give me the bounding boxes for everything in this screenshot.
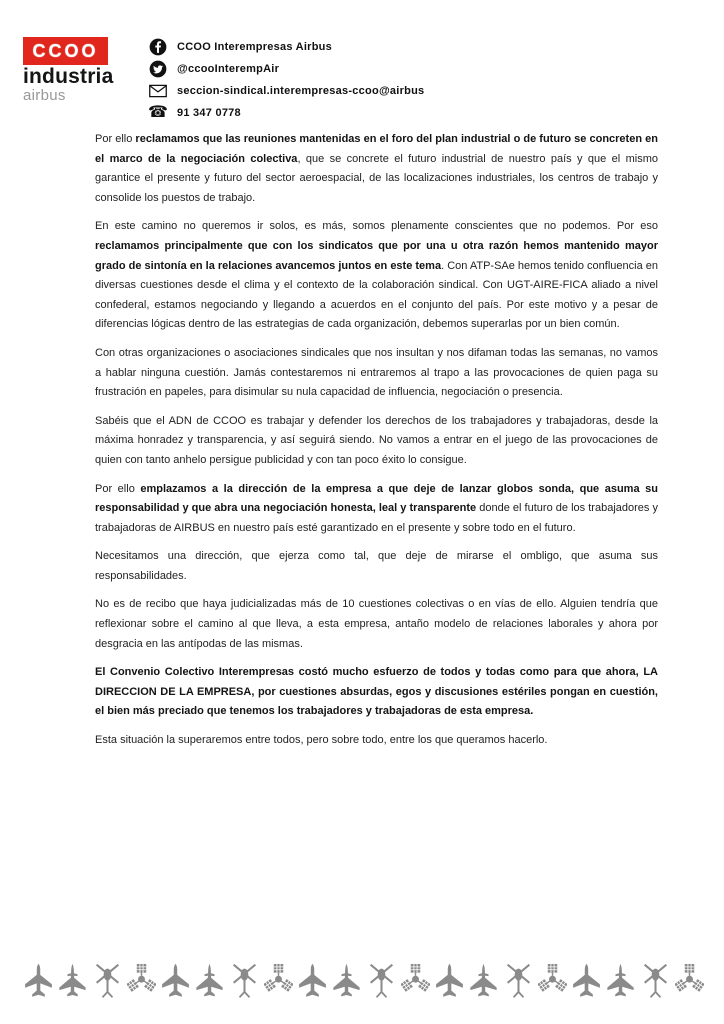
paragraph: Por ello reclamamos que las reuniones mantenidas en el foro del plan industrial o de futuro se concreten en el marco de la negociación colectiva, que se concrete el futuro industrial de nuestro país y que el mismo garantice el presente y futuro del sector aeroespacial, de las localizaciones industriales, los centros de trabajo y consolide los puestos de trabajo. bbox=[95, 133, 658, 204]
airliner-icon bbox=[572, 962, 601, 1000]
ccoo-logo bbox=[23, 37, 133, 104]
contact-label-email: seccion-sindical.interempresas-ccoo@airbus bbox=[177, 85, 425, 97]
contact-list bbox=[149, 38, 424, 126]
fighter-jet-icon bbox=[332, 962, 361, 1000]
paragraph: Sabéis que el ADN de CCOO es trabajar y defender los derechos de los trabajadores y trabajadoras, desde la máxima honradez y transparencia, y así seguirá siendo. No vamos a entrar en el juego de las provocaciones de quien con tanto anhelo persigue publicidad y con tan poco éxito lo consigue. bbox=[95, 414, 658, 466]
email-icon bbox=[149, 82, 167, 100]
logo-airbus-label: airbus bbox=[23, 87, 66, 105]
phone-icon: ☎ bbox=[148, 104, 168, 121]
contact-label-facebook: CCOO Interempresas Airbus bbox=[177, 41, 332, 53]
paragraph: Necesitamos una dirección, que ejerza como tal, que deje de mirarse el ombligo, que asuma sus responsabilidades. bbox=[95, 550, 658, 582]
fighter-jet-icon bbox=[58, 962, 87, 1000]
satellite-icon bbox=[675, 962, 704, 1000]
contact-row-email bbox=[149, 82, 424, 100]
helicopter-icon bbox=[93, 962, 122, 1000]
paragraph: No es de recibo que haya judicializadas más de 10 cuestiones colectivas o en vías de ello. Alguien tendría que reflexionar sobre el camino al que lleva, a esta empresa, antaño modelo de relaciones laborales y ahora por desgracia en las antípodas de las mismas. bbox=[95, 598, 658, 650]
contact-row-facebook bbox=[149, 38, 424, 56]
helicopter-icon bbox=[367, 962, 396, 1000]
contact-label-twitter: @ccooInterempAir bbox=[177, 63, 280, 75]
facebook-icon bbox=[149, 38, 167, 56]
airliner-icon bbox=[435, 962, 464, 1000]
fighter-jet-icon bbox=[195, 962, 224, 1000]
contact-label-phone: 91 347 0778 bbox=[177, 107, 241, 119]
helicopter-icon bbox=[230, 962, 259, 1000]
ccoo-logo-box: CCOO bbox=[23, 37, 108, 65]
paragraph: El Convenio Colectivo Interempresas costó mucho esfuerzo de todos y todas como para que ahora, LA DIRECCION DE LA EMPRESA, por cuestiones absurdas, egos y discusiones estériles pongan en cuestión, el bien más preciado que tenemos los trabajadores y trabajadoras de esta empresa. bbox=[95, 666, 658, 718]
twitter-icon bbox=[149, 60, 167, 78]
paragraph: Con otras organizaciones o asociaciones sindicales que nos insultan y nos difaman todas las semanas, no vamos a hablar ninguna cuestión. Jamás contestaremos ni entraremos al trapo a las provocaciones de quien paga su frustración en papeles, para disimular su nula capacidad de influencia, negociación o presencia. bbox=[95, 346, 658, 399]
airliner-icon bbox=[161, 962, 190, 1000]
fighter-jet-icon bbox=[606, 962, 635, 1000]
satellite-icon bbox=[538, 962, 567, 1000]
logo-industria-label: industria bbox=[23, 65, 114, 88]
satellite-icon bbox=[127, 962, 156, 1000]
satellite-icon bbox=[401, 962, 430, 1000]
helicopter-icon bbox=[504, 962, 533, 1000]
airliner-icon bbox=[24, 962, 53, 1000]
helicopter-icon bbox=[641, 962, 670, 1000]
paragraph: En este camino no queremos ir solos, es más, somos plenamente conscientes que no podemos. Por eso reclamamos principalmente que con los sindicatos que por una u otra razón hemos mantenido mayor grado de sintonía en la relaciones avancemos juntos en este tema. Con ATP-SAe hemos tenido confluencia en diversas cuestiones desde el clima y el contexto de la colaboración sindical. Con UGT-AIRE-FICA aliado a nivel confederal, estamos negociando y llegando a acuerdos en el conjunto del país. Por este motivo y a pesar de diferencias lógicas dentro de las estrategias de cada organización, debemos superarlas por un bien común. bbox=[95, 220, 658, 331]
contact-row-phone bbox=[149, 104, 424, 122]
fighter-jet-icon bbox=[469, 962, 498, 1000]
body-text bbox=[95, 130, 658, 760]
aircraft-frieze bbox=[24, 960, 704, 1002]
contact-row-twitter bbox=[149, 60, 424, 78]
satellite-icon bbox=[264, 962, 293, 1000]
paragraph: Esta situación la superaremos entre todos, pero sobre todo, entre los que queramos hacerlo. bbox=[95, 734, 548, 747]
airliner-icon bbox=[298, 962, 327, 1000]
paragraph: Por ello emplazamos a la dirección de la empresa a que deje de lanzar globos sonda, que asuma su responsabilidad y que abra una negociación honesta, leal y transparente donde el futuro de los trabajadores y trabajadoras de AIRBUS en nuestro país esté garantizado en el presente y sobre todo en el futuro. bbox=[95, 482, 658, 534]
